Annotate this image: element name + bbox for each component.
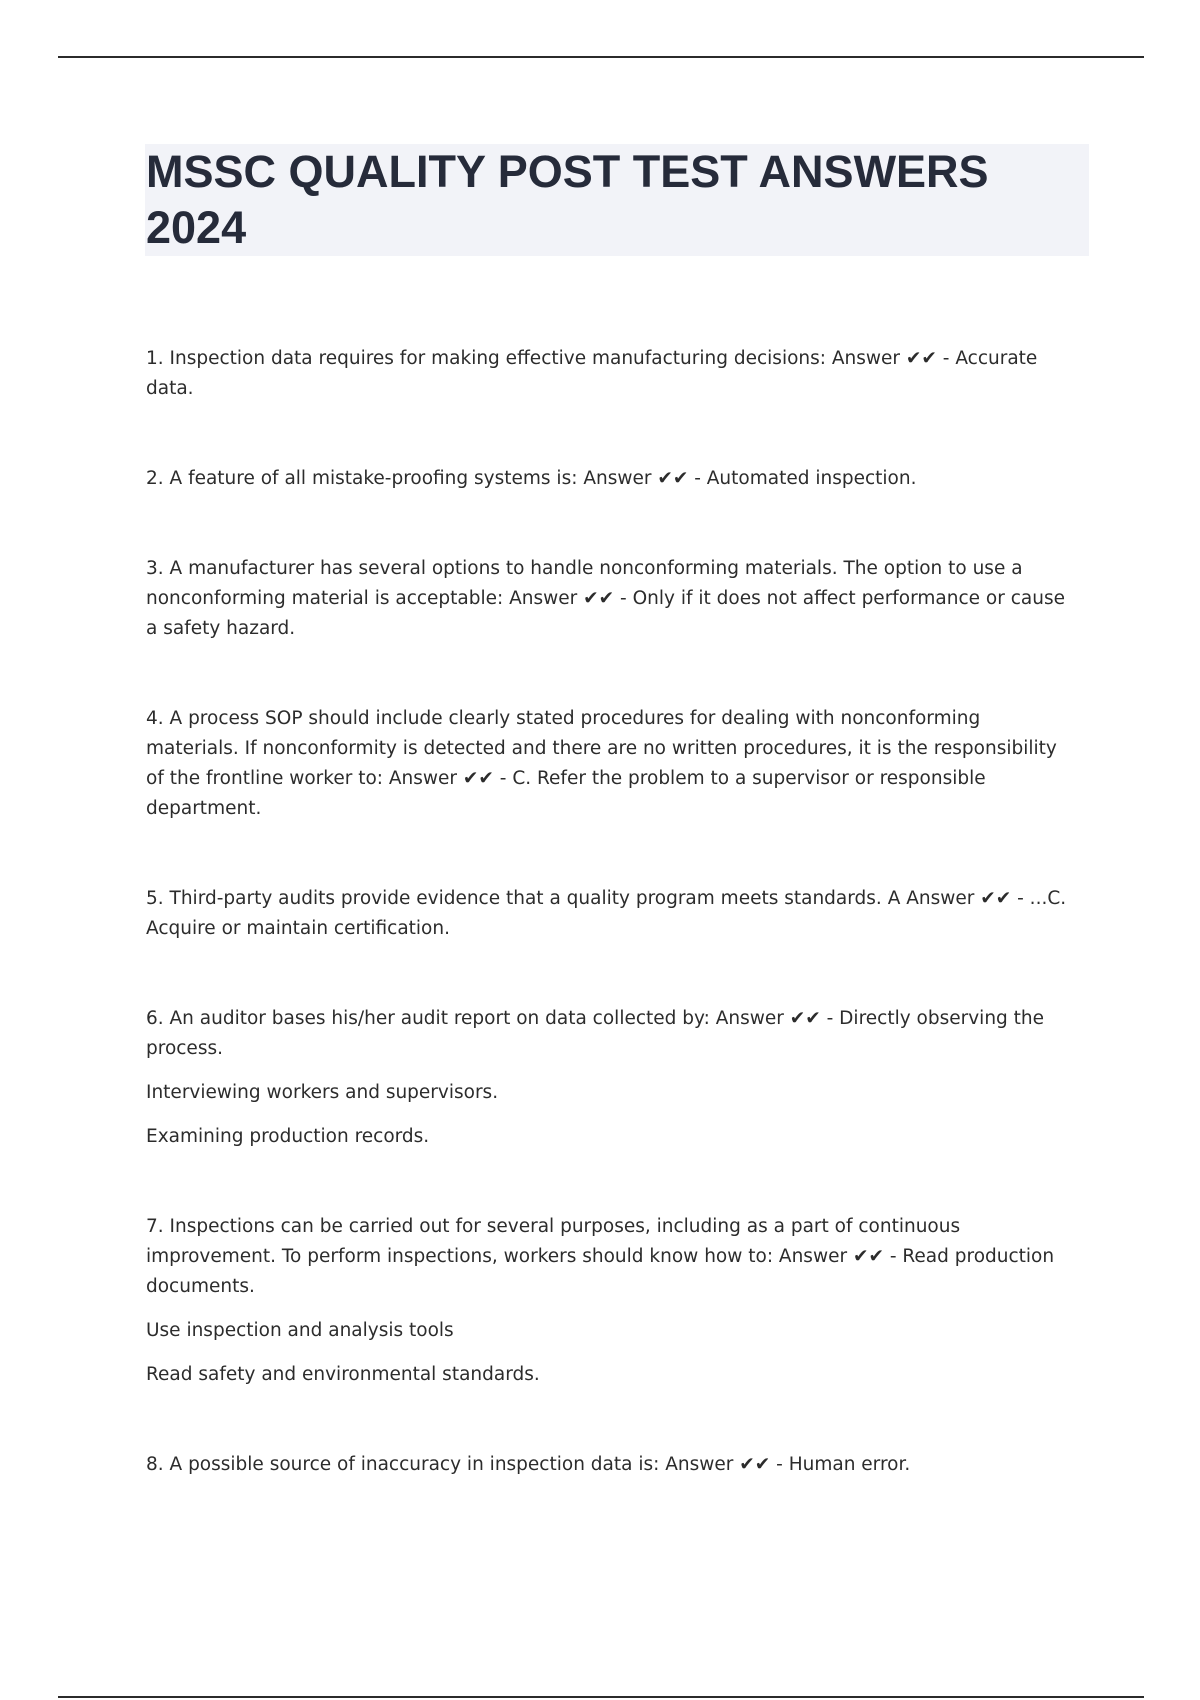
bottom-divider bbox=[58, 1696, 1144, 1698]
question-text: 8. A possible source of inaccuracy in inspection data is: Answer ✔✔ - Human error. bbox=[146, 1454, 911, 1475]
title-banner bbox=[145, 144, 1089, 256]
question-item-5 bbox=[146, 884, 1076, 944]
question-item-1 bbox=[146, 344, 1076, 404]
question-text: 7. Inspections can be carried out for several purposes, including as a part of continuous improvement. To perform inspections, workers should know how to: Answer ✔✔ - Read production documents. bbox=[146, 1216, 1055, 1297]
question-item-4 bbox=[146, 704, 1076, 824]
question-item-7 bbox=[146, 1212, 1076, 1390]
question-text: 3. A manufacturer has several options to handle nonconforming materials. The option to use a nonconforming material is acceptable: Answer ✔✔ - Only if it does not affect performance or cause a safety hazard. bbox=[146, 558, 1065, 639]
answer-continuation: Examining production records. bbox=[146, 1126, 430, 1147]
question-text: 2. A feature of all mistake-proofing systems is: Answer ✔✔ - Automated inspection. bbox=[146, 468, 917, 489]
question-item-6 bbox=[146, 1004, 1076, 1152]
question-item-8 bbox=[146, 1450, 1076, 1480]
question-text: 1. Inspection data requires for making effective manufacturing decisions: Answer ✔✔ - Accurate data. bbox=[146, 348, 1038, 399]
answer-continuation: Interviewing workers and supervisors. bbox=[146, 1082, 499, 1103]
question-item-2 bbox=[146, 464, 1076, 494]
answer-continuation: Read safety and environmental standards. bbox=[146, 1364, 540, 1385]
question-list bbox=[146, 344, 1076, 1480]
question-text: 5. Third-party audits provide evidence that a quality program meets standards. A Answer ✔✔ - ...C. Acquire or maintain certification. bbox=[146, 888, 1067, 939]
page-title: MSSC QUALITY POST TEST ANSWERS 2024 bbox=[146, 146, 989, 253]
question-item-3 bbox=[146, 554, 1076, 644]
answer-continuation: Use inspection and analysis tools bbox=[146, 1320, 454, 1341]
question-text: 4. A process SOP should include clearly stated procedures for dealing with nonconforming materials. If nonconformity is detected and there are no written procedures, it is the responsibility of the frontline worker to: Answer ✔✔ - C. Refer the problem to a supervisor or responsible department. bbox=[146, 708, 1057, 819]
top-divider bbox=[58, 56, 1144, 58]
question-text: 6. An auditor bases his/her audit report on data collected by: Answer ✔✔ - Directly observing the process. bbox=[146, 1008, 1045, 1059]
